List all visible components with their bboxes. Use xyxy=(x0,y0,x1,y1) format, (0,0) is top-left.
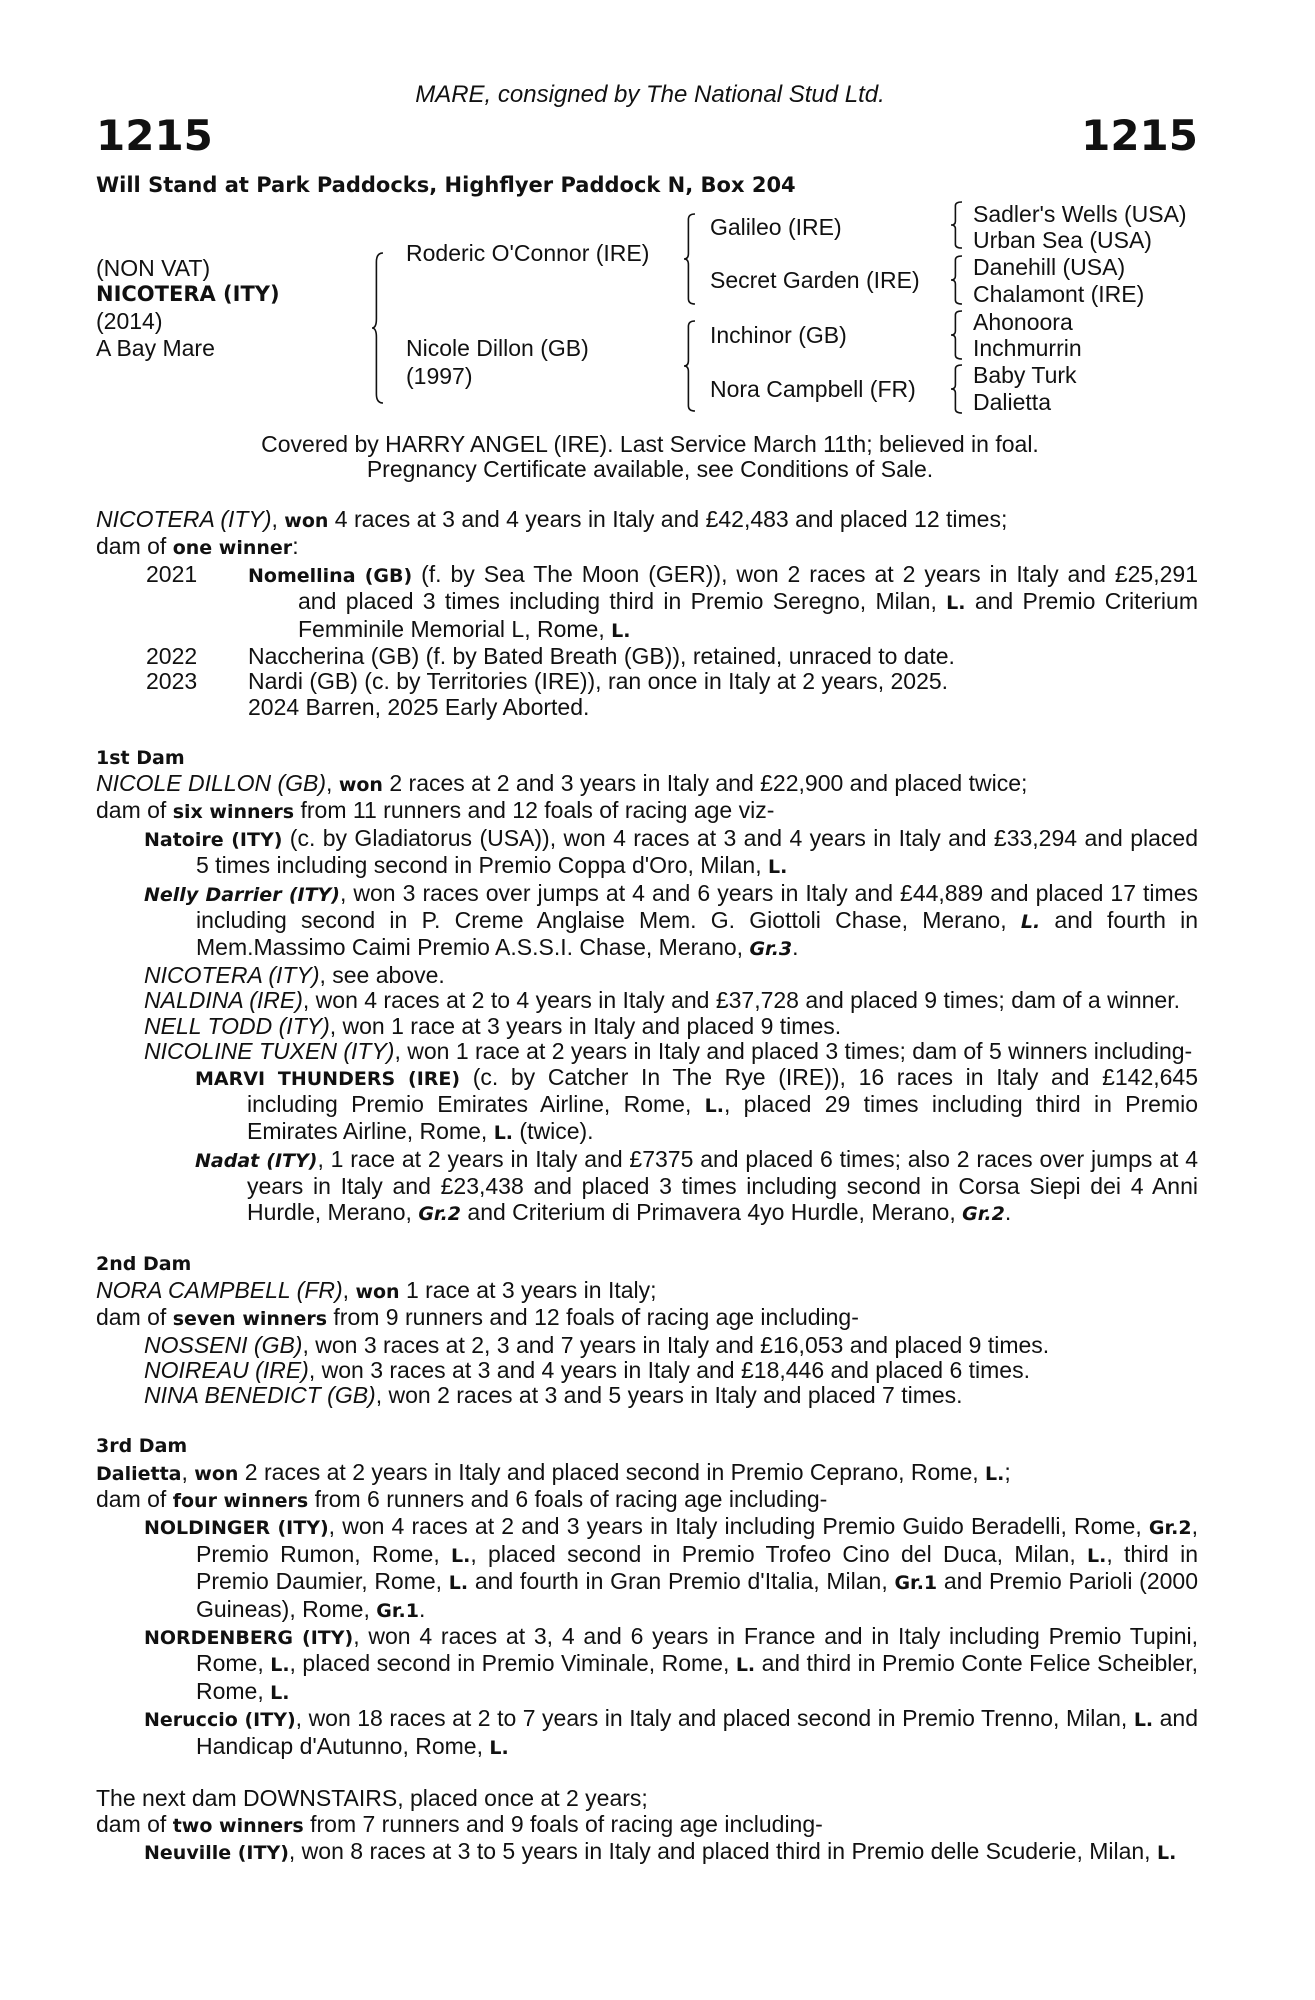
emphasis-run: Gr.2 xyxy=(962,1202,1005,1225)
record-paragraph xyxy=(96,1358,1198,1383)
lot-number-right: 1215 xyxy=(1081,111,1198,160)
text-run: , 1 race at 2 years in Italy and £7375 and placed 6 times; also 2 races over jumps at 4 years in Italy and £23,438 and placed 3 times including second in Corsa Siepi dei 4 Anni Hurdle, Merano, xyxy=(247,1145,1199,1225)
section-heading: 1st Dam xyxy=(96,746,185,769)
dam-brace xyxy=(684,321,695,411)
emphasis-run: NELL TODD (ITY) xyxy=(144,1012,330,1039)
text-run: (c. by Catcher In The Rye (IRE)), 16 races in Italy and £142,645 including Premio Emirates Airline, Rome, xyxy=(247,1063,1198,1117)
text-run: , won 8 races at 3 to 5 years in Italy and placed third in Premio delle Scuderie, Milan, xyxy=(288,1838,1157,1865)
text-run: 2 races at 2 years in Italy and placed second in Premio Ceprano, Rome, xyxy=(238,1458,986,1485)
emphasis-run: L. xyxy=(611,619,631,642)
text-run: , placed 29 times including third in Premio Emirates Airline, Rome, xyxy=(247,1090,1199,1145)
emphasis-run: NICOLE DILLON (GB) xyxy=(96,770,327,797)
emphasis-run: Gr.3 xyxy=(749,938,793,961)
ancestor-gen3: Inchmurrin xyxy=(973,335,1082,361)
emphasis-run: L. xyxy=(1020,911,1041,934)
record-paragraph xyxy=(96,1839,1198,1866)
text-run: dam of xyxy=(96,797,173,824)
gen3-brace xyxy=(951,256,962,304)
emphasis-run: L. xyxy=(1156,1842,1177,1865)
section-heading: 3rd Dam xyxy=(96,1435,188,1458)
consignor-title: MARE, consigned by The National Stud Ltd. xyxy=(415,81,885,108)
record-paragraph xyxy=(96,1065,1198,1147)
record-paragraph xyxy=(96,1460,1198,1487)
text-run: . xyxy=(1004,1198,1012,1225)
produce-year xyxy=(96,695,248,720)
text-run: , won 3 races over jumps at 4 and 6 years in Italy and £44,889 and placed 17 times including second in P. Creme Anglaise Mem. G. Giottoli Chase, Merano, xyxy=(196,879,1198,934)
dam: Nicole Dillon (GB) xyxy=(406,335,589,361)
emphasis-run: Nadat (ITY) xyxy=(195,1149,318,1172)
emphasis-run: NOIREAU (IRE) xyxy=(144,1356,309,1383)
text-run: , xyxy=(326,770,339,797)
pedigree-section xyxy=(96,507,1198,720)
emphasis-run: Natoire (ITY) xyxy=(144,828,283,851)
record-paragraph xyxy=(96,1786,1198,1811)
text-run: Naccherina (GB) (f. by Bated Breath (GB)), retained, unraced to date. xyxy=(248,643,955,670)
sire: Roderic O'Connor (IRE) xyxy=(406,240,650,266)
text-run: dam of xyxy=(96,1810,173,1837)
covering-info: Covered by HARRY ANGEL (IRE). Last Service March 11th; believed in foal. xyxy=(261,431,1039,457)
produce-year: 2022 xyxy=(146,643,198,670)
emphasis-run: NALDINA (IRE) xyxy=(144,987,303,1014)
record-paragraph xyxy=(96,1706,1198,1761)
emphasis-run: L. xyxy=(704,1094,724,1117)
text-run: , won 4 races at 3, 4 and 6 years in France and in Italy including Premio Tupini, Rome, xyxy=(196,1623,1198,1677)
ancestor-gen3: Ahonoora xyxy=(973,309,1073,335)
emphasis-run: Gr.2 xyxy=(418,1202,462,1225)
emphasis-run: L. xyxy=(448,1572,469,1595)
text-run: dam of xyxy=(96,1485,173,1512)
record-paragraph xyxy=(96,1147,1198,1227)
emphasis-run: Nelly Darrier (ITY) xyxy=(144,883,340,906)
record-paragraph xyxy=(96,1487,1198,1514)
pedigree-section xyxy=(96,1252,1198,1408)
emphasis-run: NICOTERA (ITY) xyxy=(96,506,272,532)
text-run: 4 races at 3 and 4 years in Italy and £42,483 and placed 12 times; xyxy=(328,506,1008,532)
text-run: , won 4 races at 2 to 4 years in Italy and £37,728 and placed 9 times; dam of a winner. xyxy=(302,987,1180,1014)
gen3-brace xyxy=(951,365,962,413)
text-run: The next dam DOWNSTAIRS, placed once at 2 years; xyxy=(96,1785,648,1812)
record-paragraph xyxy=(96,1278,1198,1305)
text-run: 2 races at 2 and 3 years in Italy and £22,900 and placed twice; xyxy=(382,770,1028,797)
text-run: and Premio Parioli (2000 Guineas), Rome, xyxy=(196,1568,1198,1622)
record-paragraph xyxy=(96,826,1198,881)
emphasis-run: L. xyxy=(493,1122,514,1145)
text-run: from 9 runners and 12 foals of racing age including- xyxy=(327,1304,859,1331)
emphasis-run: one winner xyxy=(172,537,293,560)
record-paragraph xyxy=(96,534,1198,561)
produce-text xyxy=(248,695,1198,720)
record-paragraph xyxy=(96,1305,1198,1332)
emphasis-run: won xyxy=(284,510,329,532)
ancestor-gen3: Chalamont (IRE) xyxy=(973,281,1145,307)
lot-number-left: 1215 xyxy=(96,111,213,160)
ancestor-gen3: Dalietta xyxy=(973,389,1051,415)
dam-year: (1997) xyxy=(406,363,473,389)
record-paragraph xyxy=(96,988,1198,1013)
emphasis-run: L. xyxy=(946,592,966,615)
emphasis-run: L. xyxy=(768,856,788,879)
emphasis-run: won xyxy=(338,774,383,797)
emphasis-run: won xyxy=(194,1462,239,1485)
produce-year: 2023 xyxy=(146,668,198,695)
pedigree-section xyxy=(96,1786,1198,1866)
text-run: , third in Premio Daumier, Rome, xyxy=(196,1540,1198,1595)
text-run: , placed second in Premio Trofeo Cino del Duca, Milan, xyxy=(470,1540,1088,1567)
dam-sire: Inchinor (GB) xyxy=(710,322,847,348)
record-paragraph xyxy=(96,1383,1198,1408)
emphasis-run: NORA CAMPBELL (FR) xyxy=(96,1276,343,1303)
text-run: , xyxy=(342,1276,356,1303)
produce-text xyxy=(248,669,1198,694)
text-run: and fourth in Mem.Massimo Caimi Premio A.S.S.I. Chase, Merano, xyxy=(196,907,1198,961)
vat-status: (NON VAT) xyxy=(96,255,211,281)
ancestor-gen3: Sadler's Wells (USA) xyxy=(973,201,1187,227)
text-run: . xyxy=(792,934,799,961)
section-heading: 2nd Dam xyxy=(96,1253,192,1276)
record-paragraph xyxy=(96,963,1198,988)
text-run: , see above. xyxy=(319,961,445,988)
horse-year: (2014) xyxy=(96,308,163,334)
emphasis-run: NINA BENEDICT (GB) xyxy=(144,1382,376,1409)
text-run: (f. by Sea The Moon (GER)), won 2 races at 2 years in Italy and £25,291 and placed 3 times including third in Premio Seregno, Milan, xyxy=(298,560,1198,615)
emphasis-run: Neruccio (ITY) xyxy=(144,1709,296,1732)
text-run: : xyxy=(292,533,299,560)
record-paragraph xyxy=(96,1812,1198,1839)
emphasis-run: L. xyxy=(985,1462,1005,1485)
pedigree-section xyxy=(96,746,1198,1227)
pregnancy-certificate-note: Pregnancy Certificate available, see Conditions of Sale. xyxy=(366,456,934,482)
emphasis-run: won xyxy=(355,1280,400,1303)
record-paragraph xyxy=(96,1624,1198,1706)
horse-description: A Bay Mare xyxy=(96,335,215,361)
text-run: , Premio Rumon, Rome, xyxy=(196,1513,1198,1567)
produce-entry xyxy=(96,562,1198,644)
emphasis-run: L. xyxy=(451,1544,471,1567)
emphasis-run: L. xyxy=(270,1654,290,1677)
emphasis-run: seven winners xyxy=(172,1308,328,1331)
dam-dam: Nora Campbell (FR) xyxy=(710,376,916,402)
text-run: and fourth in Gran Premio d'Italia, Milan, xyxy=(468,1568,895,1595)
pedigree-brace xyxy=(372,253,383,403)
emphasis-run: Neuville (ITY) xyxy=(144,1842,289,1865)
text-run: and third in Premio Conte Felice Scheibler, Rome, xyxy=(196,1650,1198,1704)
record-paragraph xyxy=(96,1333,1198,1358)
emphasis-run: Gr.1 xyxy=(894,1572,938,1595)
emphasis-run: L. xyxy=(1087,1544,1107,1567)
emphasis-run: four winners xyxy=(172,1489,309,1512)
produce-text xyxy=(248,562,1198,644)
text-run: . xyxy=(418,1595,426,1622)
text-run: , won 2 races at 3 and 5 years in Italy and placed 7 times. xyxy=(375,1382,963,1409)
text-run: 1 race at 3 years in Italy; xyxy=(399,1276,657,1303)
text-run: , won 1 race at 2 years in Italy and placed 3 times; dam of 5 winners including- xyxy=(394,1038,1193,1065)
record-paragraph xyxy=(96,881,1198,963)
emphasis-run: NORDENBERG (ITY) xyxy=(144,1627,354,1650)
record-paragraph xyxy=(96,771,1198,798)
ancestor-gen3: Baby Turk xyxy=(973,362,1077,388)
text-run: 2024 Barren, 2025 Early Aborted. xyxy=(248,693,590,720)
pedigree-section xyxy=(96,1434,1198,1761)
emphasis-run: L. xyxy=(489,1736,509,1759)
emphasis-run: Dalietta xyxy=(96,1462,182,1485)
emphasis-run: NICOTERA (ITY) xyxy=(144,961,320,988)
emphasis-run: Gr.2 xyxy=(1148,1517,1192,1540)
produce-text xyxy=(248,644,1198,669)
produce-entry xyxy=(96,644,1198,669)
record-paragraph xyxy=(96,507,1198,534)
text-run: (c. by Gladiatorus (USA)), won 4 races at 3 and 4 years in Italy and £33,294 and placed 5 times including second in Premio Coppa d'Oro, Milan, xyxy=(196,824,1198,879)
horse-name: NICOTERA (ITY) xyxy=(96,282,280,306)
produce-entry xyxy=(96,695,1198,720)
emphasis-run: Gr.1 xyxy=(376,1599,419,1622)
text-run: ; xyxy=(1004,1458,1011,1485)
emphasis-run: six winners xyxy=(172,801,295,824)
text-run: and Criterium di Primavera 4yo Hurdle, Merano, xyxy=(461,1198,963,1225)
text-run: from 6 runners and 6 foals of racing age including- xyxy=(308,1485,828,1512)
text-run: from 7 runners and 9 foals of racing age including- xyxy=(303,1810,823,1837)
sire-brace xyxy=(684,214,695,304)
text-run: dam of xyxy=(96,533,173,560)
text-run: dam of xyxy=(96,1304,173,1331)
catalogue-body xyxy=(96,507,1198,1892)
ancestor-gen3: Urban Sea (USA) xyxy=(973,227,1152,253)
text-run: , placed second in Premio Viminale, Rome, xyxy=(289,1650,736,1677)
text-run: , xyxy=(181,1458,195,1485)
text-run: and Premio Criterium Femminile Memorial L, Rome, xyxy=(298,588,1198,642)
sire-dam: Secret Garden (IRE) xyxy=(710,267,920,293)
produce-entry xyxy=(96,669,1198,694)
text-run: , won 4 races at 2 and 3 years in Italy including Premio Guido Beradelli, Rome, xyxy=(328,1513,1149,1540)
emphasis-run: two winners xyxy=(172,1814,304,1837)
produce-year: 2021 xyxy=(146,560,198,587)
text-run: , xyxy=(271,506,285,532)
text-run: , won 3 races at 2, 3 and 7 years in Italy and £16,053 and placed 9 times. xyxy=(302,1331,1050,1358)
record-paragraph xyxy=(96,1039,1198,1064)
text-run: , won 3 races at 3 and 4 years in Italy and £18,446 and placed 6 times. xyxy=(308,1356,1030,1383)
emphasis-run: MARVI THUNDERS (IRE) xyxy=(195,1067,461,1090)
emphasis-run: Nomellina (GB) xyxy=(248,564,413,587)
record-paragraph xyxy=(96,1514,1198,1624)
gen3-brace xyxy=(951,311,962,359)
text-run: , won 18 races at 2 to 7 years in Italy and placed second in Premio Trenno, Milan, xyxy=(295,1705,1134,1732)
text-run: , won 1 race at 3 years in Italy and placed 9 times. xyxy=(329,1012,842,1039)
sire-sire: Galileo (IRE) xyxy=(710,214,842,240)
gen3-brace xyxy=(951,202,962,248)
text-run: (twice). xyxy=(513,1118,594,1145)
emphasis-run: L. xyxy=(1133,1709,1154,1732)
stand-location: Will Stand at Park Paddocks, Highflyer Paddock N, Box 204 xyxy=(96,173,796,197)
emphasis-run: L. xyxy=(735,1654,756,1677)
text-run: Nardi (GB) (c. by Territories (IRE)), ran once in Italy at 2 years, 2025. xyxy=(248,668,949,695)
emphasis-run: NOSSENI (GB) xyxy=(144,1331,303,1358)
ancestor-gen3: Danehill (USA) xyxy=(973,254,1126,280)
emphasis-run: NICOLINE TUXEN (ITY) xyxy=(144,1038,395,1065)
text-run: from 11 runners and 12 foals of racing age viz- xyxy=(294,797,775,824)
record-paragraph xyxy=(96,798,1198,825)
emphasis-run: L. xyxy=(270,1681,290,1704)
record-paragraph xyxy=(96,1014,1198,1039)
emphasis-run: NOLDINGER (ITY) xyxy=(144,1517,329,1540)
text-run: and Handicap d'Autunno, Rome, xyxy=(196,1705,1199,1759)
